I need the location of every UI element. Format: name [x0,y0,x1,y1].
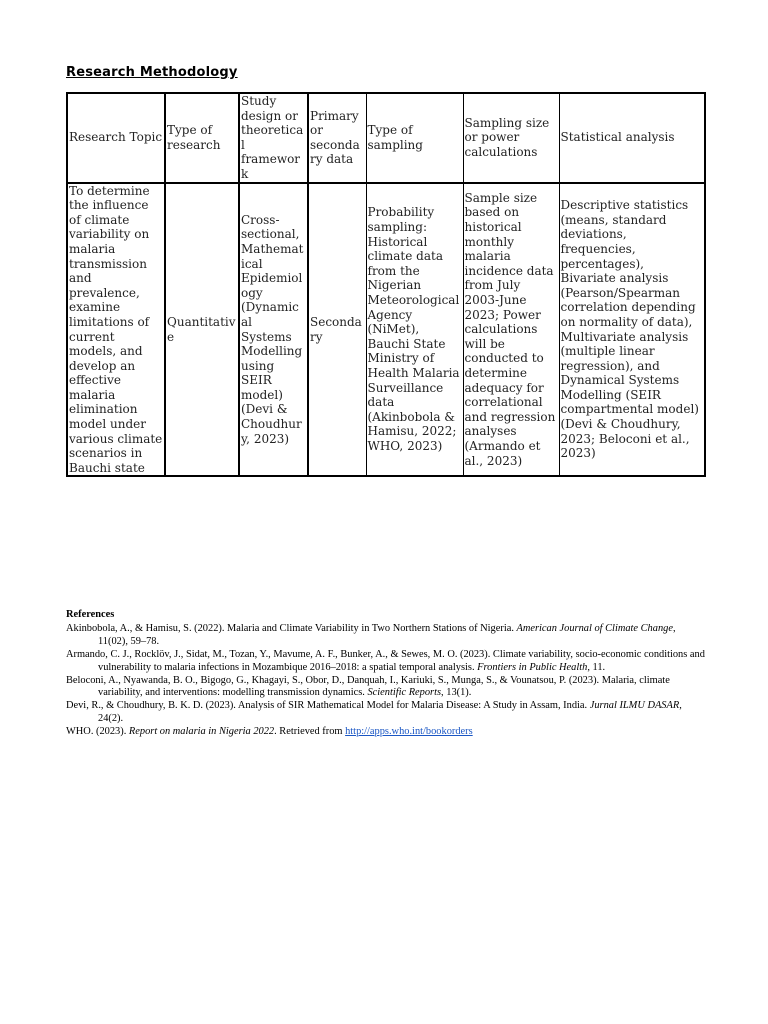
reference-text: Akinbobola, A., & Hamisu, S. (2022). Malaria and Climate Variability in Two Northern Stations of Nigeria. [66,622,517,634]
reference-text: Devi, R., & Choudhury, B. K. D. (2023). Analysis of SIR Mathematical Model for Malaria Disease: A Study in Assam, India. [66,700,590,712]
reference-item [66,700,706,726]
reference-text: WHO. (2023). [66,726,129,738]
reference-journal: Scientific Reports [367,687,442,699]
table-cell: Descriptive statistics (means, standard deviations, frequencies, percentages), Bivariate analysis (Pearson/Spearman correlation depending on normality of data), Multivariate analysis (multiple linear regression), and Dynamical Systems Modelling (SEIR compartmental model) (Devi & Choudhury, 2023; Beloconi et al., 2023) [559,183,705,477]
reference-item [66,675,706,701]
reference-tail: . Retrieved from [274,726,346,738]
header-cell: Sampling size or power calculations [463,93,559,183]
reference-text: Beloconi, A., Nyawanda, B. O., Bigogo, G., Khagayi, S., Obor, D., Danquah, I., Kariuki, S., Munga, S., & Vounatsou, P. (2023). Malaria, climate variability, and interventions: modelling transmission dynamics. [66,674,670,699]
reference-tail: , 13(1). [441,687,472,699]
reference-tail: , 11(02), 59–78. [98,622,676,647]
reference-text: Armando, C. J., Rocklöv, J., Sidat, M., Tozan, Y., Mavume, A. F., Bunker, A., & Sewes, M. O. (2023). Climate variability, socio-economic conditions and vulnerability to malaria infections in Mozambique 2016–2018: a spatial temporal analysis. [66,648,705,673]
reference-tail: , 24(2). [98,700,682,725]
reference-item [66,649,706,675]
table-cell: To determine the influence of climate variability on malaria transmission and prevalence, examine limitations of current models, and develop an effective malaria elimination model under various climate scenarios in Bauchi state [67,183,165,477]
table-row [67,183,705,477]
header-cell: Statistical analysis [559,93,705,183]
table-cell: Cross-sectional, Mathematical Epidemiology (Dynamical Systems Modelling using SEIR model) (Devi & Choudhury, 2023) [239,183,308,477]
header-cell: Primary or secondary data [308,93,366,183]
header-cell: Type of research [165,93,239,183]
reference-item [66,623,706,649]
reference-journal: Frontiers in Public Health [477,661,588,673]
methodology-table [66,92,706,477]
references-title: References [66,609,115,620]
references-section [66,609,706,739]
who-bookorders-link[interactable]: http://apps.who.int/bookorders [345,726,473,738]
reference-journal: Jurnal ILMU DASAR [589,700,680,712]
table-cell: Quantitative [165,183,239,477]
table-cell: Probability sampling: Historical climate data from the Nigerian Meteorological Agency (NiMet), Bauchi State Ministry of Health Malaria Surveillance data (Akinbobola & Hamisu, 2022; WHO, 2023) [366,183,463,477]
table-header-row [67,93,705,183]
table-cell: Secondary [308,183,366,477]
header-cell: Study design or theoretical framework [239,93,308,183]
section-heading: Research Methodology [66,65,238,80]
table-cell: Sample size based on historical monthly malaria incidence data from July 2003-June 2023; Power calculations will be conducted to determine adequacy for correlational and regression analyses (Armando et al., 2023) [463,183,559,477]
header-cell: Research Topic [67,93,165,183]
reference-journal: Report on malaria in Nigeria 2022 [128,726,275,738]
reference-item [66,726,706,739]
reference-journal: American Journal of Climate Change [516,622,673,634]
header-cell: Type of sampling [366,93,463,183]
reference-tail: , 11. [587,661,606,673]
